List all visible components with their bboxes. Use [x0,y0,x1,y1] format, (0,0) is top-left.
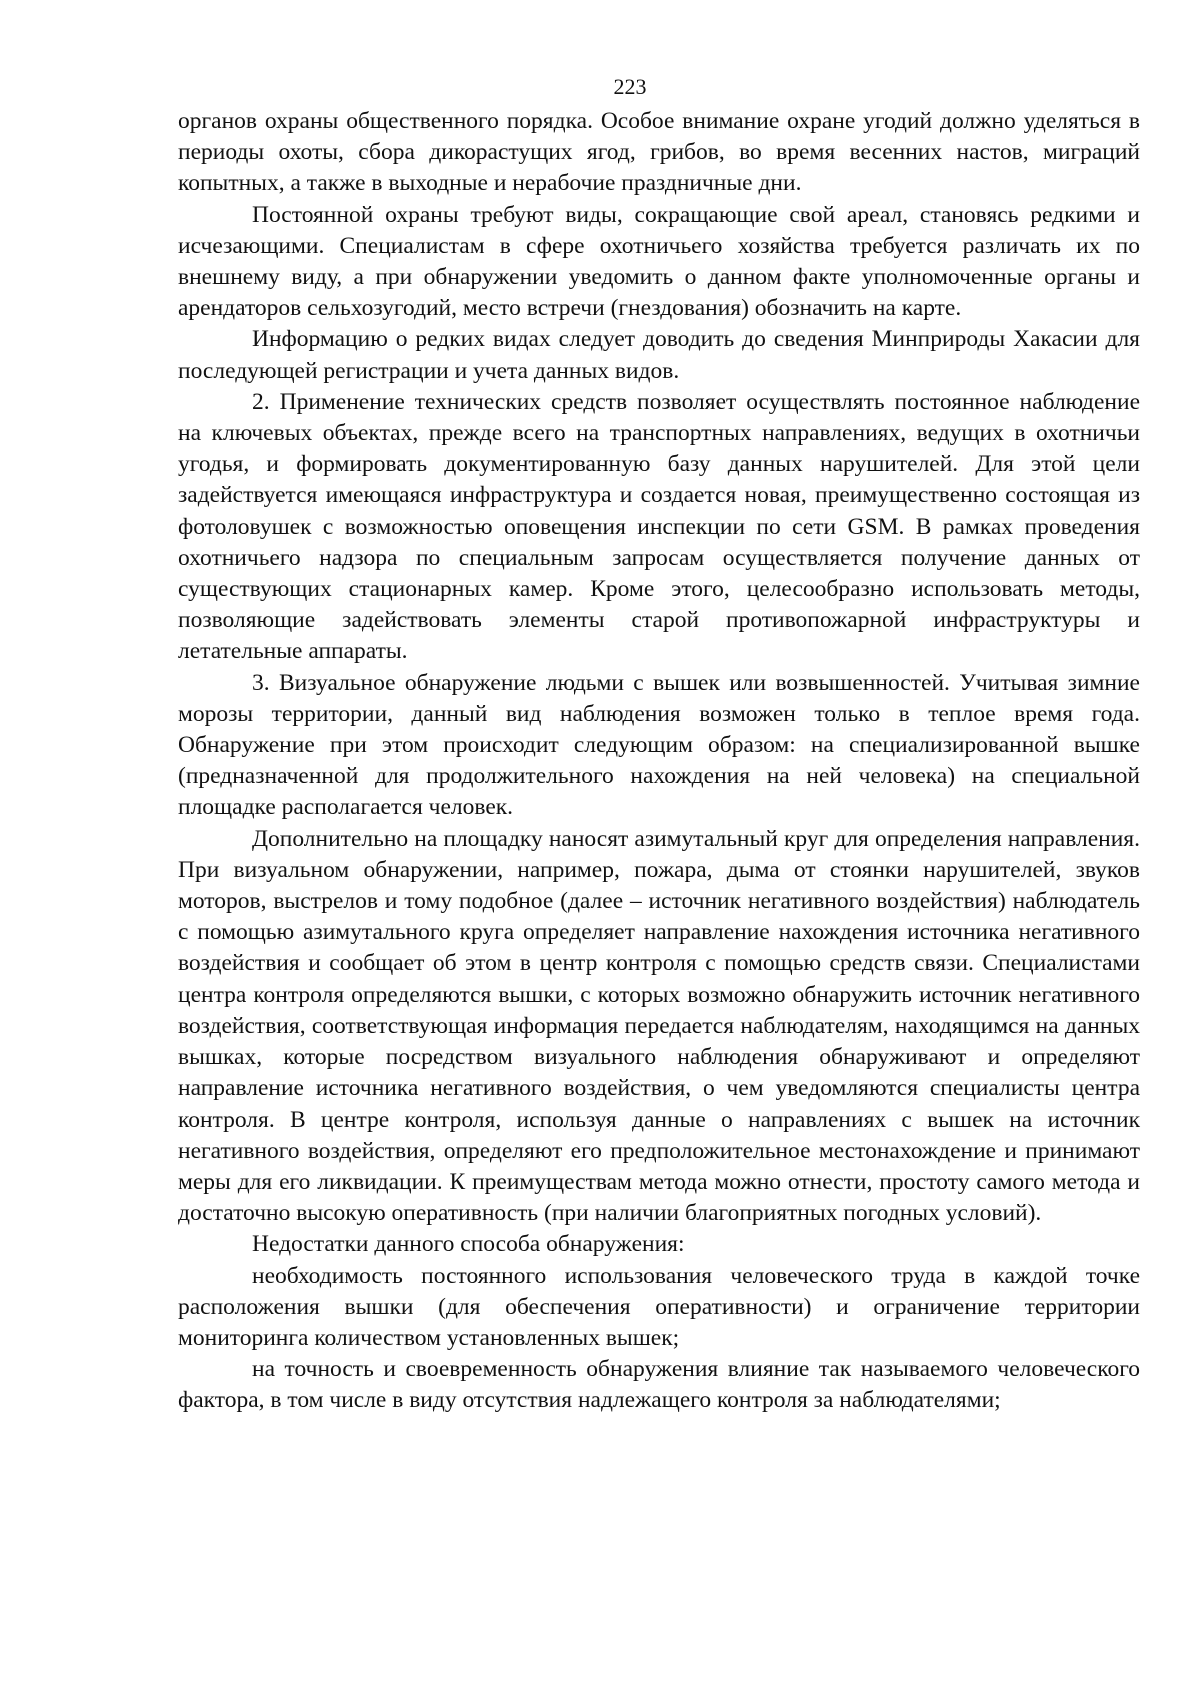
paragraph-2: Постоянной охраны требуют виды, сокращающие свой ареал, становясь редкими и исчезающими. Специалистам в сфере охотничьего хозяйства требуется различать их по внешнему виду, а при обнаружении уведомить о данном факте уполномоченные органы и арендаторов сельхозугодий, место встречи (гнездования) обозначить на карте. [178,201,1140,322]
paragraph-9: на точность и своевременность обнаружения влияние так называемого человеческого фактора, в том числе в виду отсутствия надлежащего контроля за наблюдателями; [178,1356,1140,1414]
page-number: 223 [613,74,647,99]
paragraph-4: 2. Применение технических средств позволяет осуществлять постоянное наблюдение на ключевых объектах, прежде всего на транспортных направлениях, ведущих в охотничьи угодья, и формировать документированную базу данных нарушителей. Для этой цели задействуется имеющаяся инфраструктура и создается новая, преимущественно состоящая из фотоловушек с возможностью оповещения инспекции по сети GSM. В рамках проведения охотничьего надзора по специальным запросам осуществляется получение данных от существующих стационарных камер. Кроме этого, целесообразно использовать методы, позволяющие задействовать элементы старой противопожарной инфраструктуры и летательные аппараты. [178,388,1140,665]
document-body [178,106,1140,1417]
paragraph-6: Дополнительно на площадку наносят азимутальный круг для определения направления. При визуальном обнаружении, например, пожара, дыма от стоянки нарушителей, звуков моторов, выстрелов и тому подобное (далее – источник негативного воздействия) наблюдатель с помощью азимутального круга определяет направление нахождения источника негативного воздействия и сообщает об этом в центр контроля с помощью средств связи. Специалистами центра контроля определяются вышки, с которых возможно обнаружить источник негативного воздействия, соответствующая информация передается наблюдателям, находящимся на данных вышках, которые посредством визуального наблюдения обнаруживают и определяют направление источника негативного воздействия, о чем уведомляются специалисты центра контроля. В центре контроля, используя данные о направлениях с вышек на источник негативного воздействия, определяют его предположительное местонахождение и принимают меры для его ликвидации. К преимуществам метода можно отнести, простоту самого метода и достаточно высокую оперативность (при наличии благоприятных погодных условий). [178,825,1140,1227]
paragraph-7: Недостатки данного способа обнаружения: [252,1231,685,1258]
paragraph-3: Информацию о редких видах следует доводить до сведения Минприроды Хакасии для последующей регистрации и учета данных видов. [178,326,1140,384]
paragraph-8: необходимость постоянного использования человеческого труда в каждой точке расположения вышки (для обеспечения оперативности) и ограничение территории мониторинга количеством установленных вышек; [178,1262,1140,1351]
paragraph-5: 3. Визуальное обнаружение людьми с вышек или возвышенностей. Учитывая зимние морозы территории, данный вид наблюдения возможен только в теплое время года. Обнаружение при этом происходит следующим образом: на специализированной вышке (предназначенной для продолжительного нахождения на ней человека) на специальной площадке располагается человек. [178,669,1140,821]
paragraph-1: органов охраны общественного порядка. Особое внимание охране угодий должно уделяться в периоды охоты, сбора дикорастущих ягод, грибов, во время весенних настов, миграций копытных, а также в выходные и нерабочие праздничные дни. [178,108,1140,197]
